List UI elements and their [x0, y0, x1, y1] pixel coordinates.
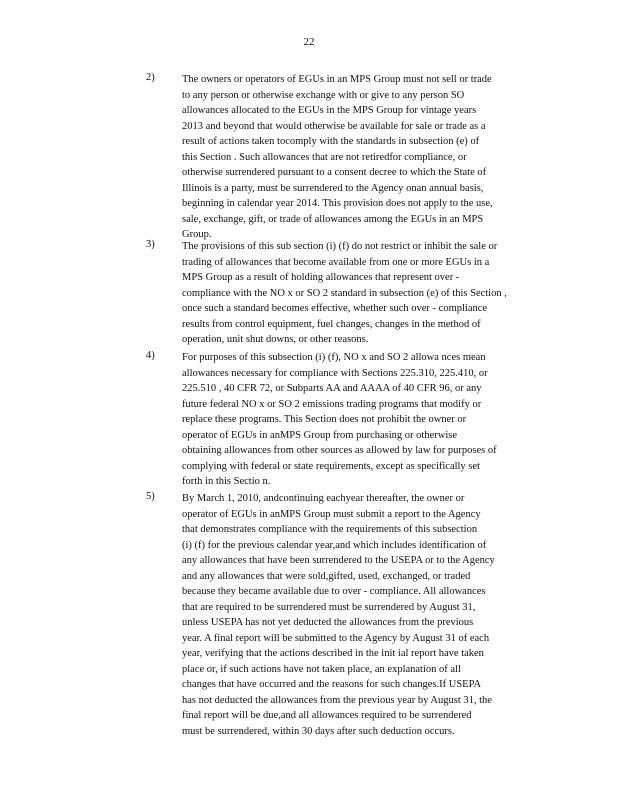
- text-line: that demonstrates compliance with the requirements of this subsection: [182, 524, 478, 535]
- paragraph-number: 4): [146, 350, 155, 361]
- text-line: and any allowances that were sold,gifted, used, exchanged, or traded: [182, 570, 471, 582]
- text-line: obtaining allowances from other sources as allowed by law for purposes of: [182, 445, 497, 456]
- text-line: beginning in calendar year 2014. This provision does not apply to the use,: [182, 198, 493, 209]
- page-number: 22: [303, 36, 315, 48]
- text-line: By March 1, 2010, andcontinuing eachyear thereafter, the owner or: [182, 493, 465, 504]
- text-line: that are required to be surrendered must be surrendered by August 31,: [182, 601, 476, 613]
- text-line: this Section . Such allowances that are not retiredfor compliance, or: [182, 151, 467, 163]
- paragraph-text: [182, 72, 544, 243]
- text-line: operation, unit shut downs, or other reasons.: [182, 334, 369, 345]
- text-line: The provisions of this sub section (i) (f) do not restrict or inhibit the sale or: [182, 241, 498, 252]
- text-line: replace these programs. This Section does not prohibit the owner or: [182, 414, 467, 425]
- text-line: trading of allowances that become available from one or more EGUs in a: [182, 256, 490, 268]
- text-line: (i) (f) for the previous calendar year,and which includes identification of: [182, 539, 487, 551]
- text-line: Group.: [182, 229, 212, 240]
- text-line: to any person or otherwise exchange with or give to any person SO: [182, 89, 465, 101]
- text-line: allowances necessary for compliance with Sections 225.310, 225.410, or: [182, 367, 488, 379]
- text-line: once such a standard becomes effective, whether such over - compliance: [182, 303, 488, 314]
- text-line: For purposes of this subsection (i) (f), NO x and SO 2 allowa nces mean: [182, 352, 486, 363]
- text-line: year. A final report will be submitted to the Agency by August 31 of each: [182, 632, 490, 644]
- text-line: must be surrendered, within 30 days after such deduction occurs.: [182, 725, 455, 737]
- text-line: The owners or operators of EGUs in an MPS Group must not sell or trade: [182, 74, 492, 85]
- text-line: operator of EGUs in anMPS Group must submit a report to the Agency: [182, 508, 481, 520]
- text-line: compliance with the NO x or SO 2 standard in subsection (e) of this Section ,: [182, 287, 507, 299]
- text-line: because they became available due to over - compliance. All allowances: [182, 586, 486, 597]
- text-line: future federal NO x or SO 2 emissions trading programs that modify or: [182, 398, 482, 410]
- text-line: forth in this Sectio n.: [182, 476, 271, 487]
- text-line: MPS Group as a result of holding allowances that represent over -: [182, 272, 460, 283]
- text-line: results from control equipment, fuel changes, changes in the method of: [182, 318, 481, 330]
- text-line: 225.510 , 40 CFR 72, or Subparts AA and AAAA of 40 CFR 96, or any: [182, 383, 482, 394]
- text-line: operator of EGUs in anMPS Group from purchasing or otherwise: [182, 429, 457, 441]
- text-line: Illinois is a party, must be surrendered to the Agency onan annual basis,: [182, 182, 484, 194]
- text-line: unless USEPA has not yet deducted the allowances from the previous: [182, 617, 474, 628]
- text-line: any allowances that have been surrendered to the USEPA or to the Agency: [182, 555, 495, 566]
- paragraph-text: [182, 491, 544, 739]
- paragraph-number: 2): [146, 72, 155, 83]
- paragraph-number: 5): [146, 491, 155, 502]
- text-line: allowances allocated to the EGUs in the MPS Group for vintage years: [182, 105, 477, 116]
- paragraph-text: [182, 239, 544, 348]
- text-line: year, verifying that the actions described in the init ial report have taken: [182, 648, 484, 659]
- text-line: complying with federal or state requirements, except as specifically set: [182, 460, 480, 472]
- text-line: 2013 and beyond that would otherwise be available for sale or trade as a: [182, 120, 486, 132]
- text-line: sale, exchange, gift, or trade of allowances among the EGUs in an MPS: [182, 213, 484, 225]
- paragraph-text: [182, 350, 544, 490]
- text-line: otherwise surrendered pursuant to a consent decree to which the State of: [182, 167, 487, 178]
- text-line: changes that have occurred and the reasons for such changes.If USEPA: [182, 679, 482, 690]
- text-line: final report will be due,and all allowances required to be surrendered: [182, 710, 472, 721]
- text-line: has not deducted the allowances from the previous year by August 31, the: [182, 694, 492, 706]
- paragraph-number: 3): [146, 239, 155, 250]
- text-line: result of actions taken tocomply with the standards in subsection (e) of: [182, 136, 480, 147]
- text-line: place or, if such actions have not taken place, an explanation of all: [182, 663, 461, 675]
